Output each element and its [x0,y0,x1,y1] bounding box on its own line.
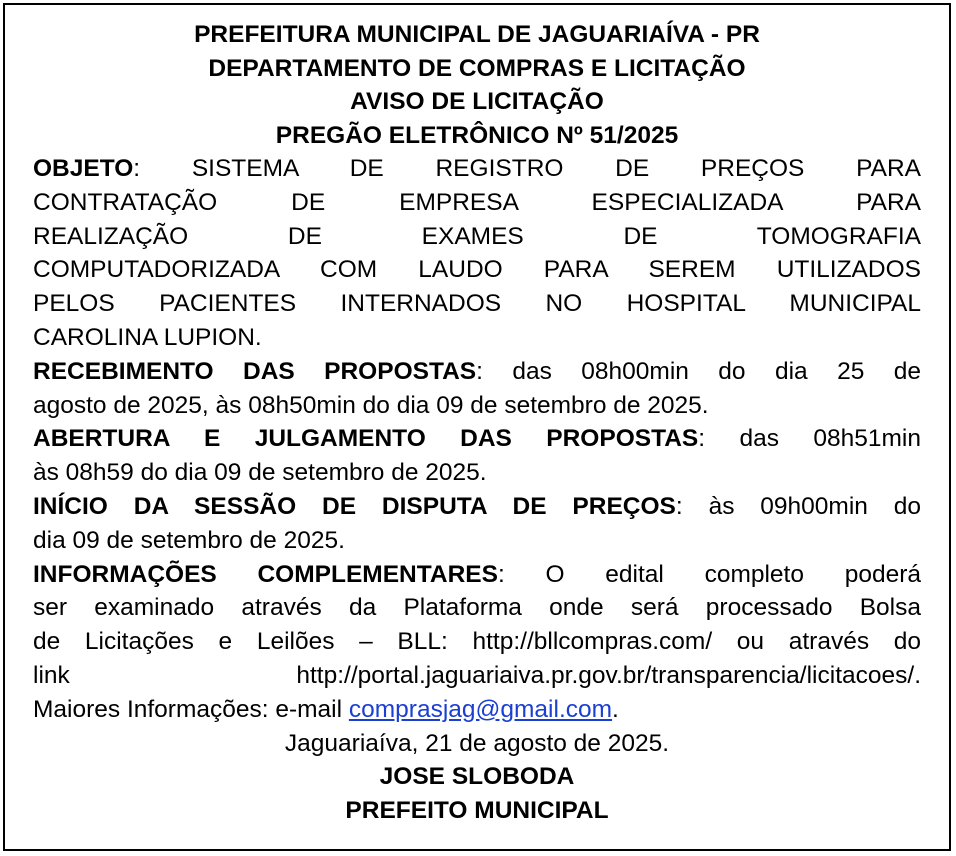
abertura-section [33,422,921,490]
signer-role: PREFEITO MUNICIPAL [345,797,609,825]
inicio-text-1: : às 09h00min do [675,492,921,520]
informacoes-section [33,558,921,727]
informacoes-text-1: : O edital completo poderá [497,560,921,588]
email-link[interactable]: comprasjag@gmail.com [348,695,613,723]
licitacao-notice [33,18,921,828]
recebimento-text-1: : das 08h00min do dia 25 de [476,357,921,385]
abertura-line-2: às 08h59 do dia 09 de setembro de 2025. [33,459,487,487]
header-line-aviso: AVISO DE LICITAÇÃO [350,88,604,115]
signer-name: JOSE SLOBODA [379,763,575,791]
informacoes-line-1 [33,558,921,592]
informacoes-email-suffix: . [612,695,619,723]
informacoes-line-3: de Licitações e Leilões – BLL: http://bllcompras.com/ ou através do [33,628,921,656]
objeto-section [33,152,921,355]
inicio-label: INÍCIO DA SESSÃO DE DISPUTA DE PREÇOS [33,492,676,520]
informacoes-label: INFORMAÇÕES COMPLEMENTARES [33,560,498,588]
notice-header [33,18,921,152]
abertura-label: ABERTURA E JULGAMENTO DAS PROPOSTAS [33,425,699,453]
recebimento-label: RECEBIMENTO DAS PROPOSTAS [33,357,477,385]
informacoes-line-5 [33,693,921,727]
recebimento-line-1 [33,355,921,389]
objeto-line-6: CAROLINA LUPION. [33,323,262,351]
informacoes-line-2: ser examinado através da Plataforma onde será processado Bolsa [33,594,921,622]
signature-block [33,727,921,828]
inicio-line-1 [33,490,921,524]
informacoes-email-prefix: Maiores Informações: e-mail [33,695,349,723]
objeto-line-1 [33,152,921,186]
header-line-pregao: PREGÃO ELETRÔNICO Nº 51/2025 [275,121,679,149]
recebimento-line-2: agosto de 2025, às 08h50min do dia 09 de setembro de 2025. [33,391,709,419]
place-date: Jaguariaíva, 21 de agosto de 2025. [284,729,670,757]
inicio-line-2: dia 09 de setembro de 2025. [33,526,345,554]
abertura-line-1 [33,422,921,456]
informacoes-line-4: link http://portal.jaguariaiva.pr.gov.br/transparencia/licitacoes/. [33,661,921,689]
header-line-departamento: DEPARTAMENTO DE COMPRAS E LICITAÇÃO [208,54,746,82]
recebimento-section [33,355,921,423]
objeto-line-5: PELOS PACIENTES INTERNADOS NO HOSPITAL MUNICIPAL [33,290,921,318]
objeto-label: OBJETO [33,155,134,182]
inicio-section [33,490,921,558]
header-line-prefeitura: PREFEITURA MUNICIPAL DE JAGUARIAÍVA - PR [194,21,760,48]
objeto-text-1: : SISTEMA DE REGISTRO DE PREÇOS PARA [133,155,921,182]
abertura-text-1: : das 08h51min [698,425,921,453]
objeto-line-2: CONTRATAÇÃO DE EMPRESA ESPECIALIZADA PARA [33,188,921,216]
objeto-line-3: REALIZAÇÃO DE EXAMES DE TOMOGRAFIA [33,222,921,250]
objeto-line-4: COMPUTADORIZADA COM LAUDO PARA SEREM UTILIZADOS [33,256,921,284]
